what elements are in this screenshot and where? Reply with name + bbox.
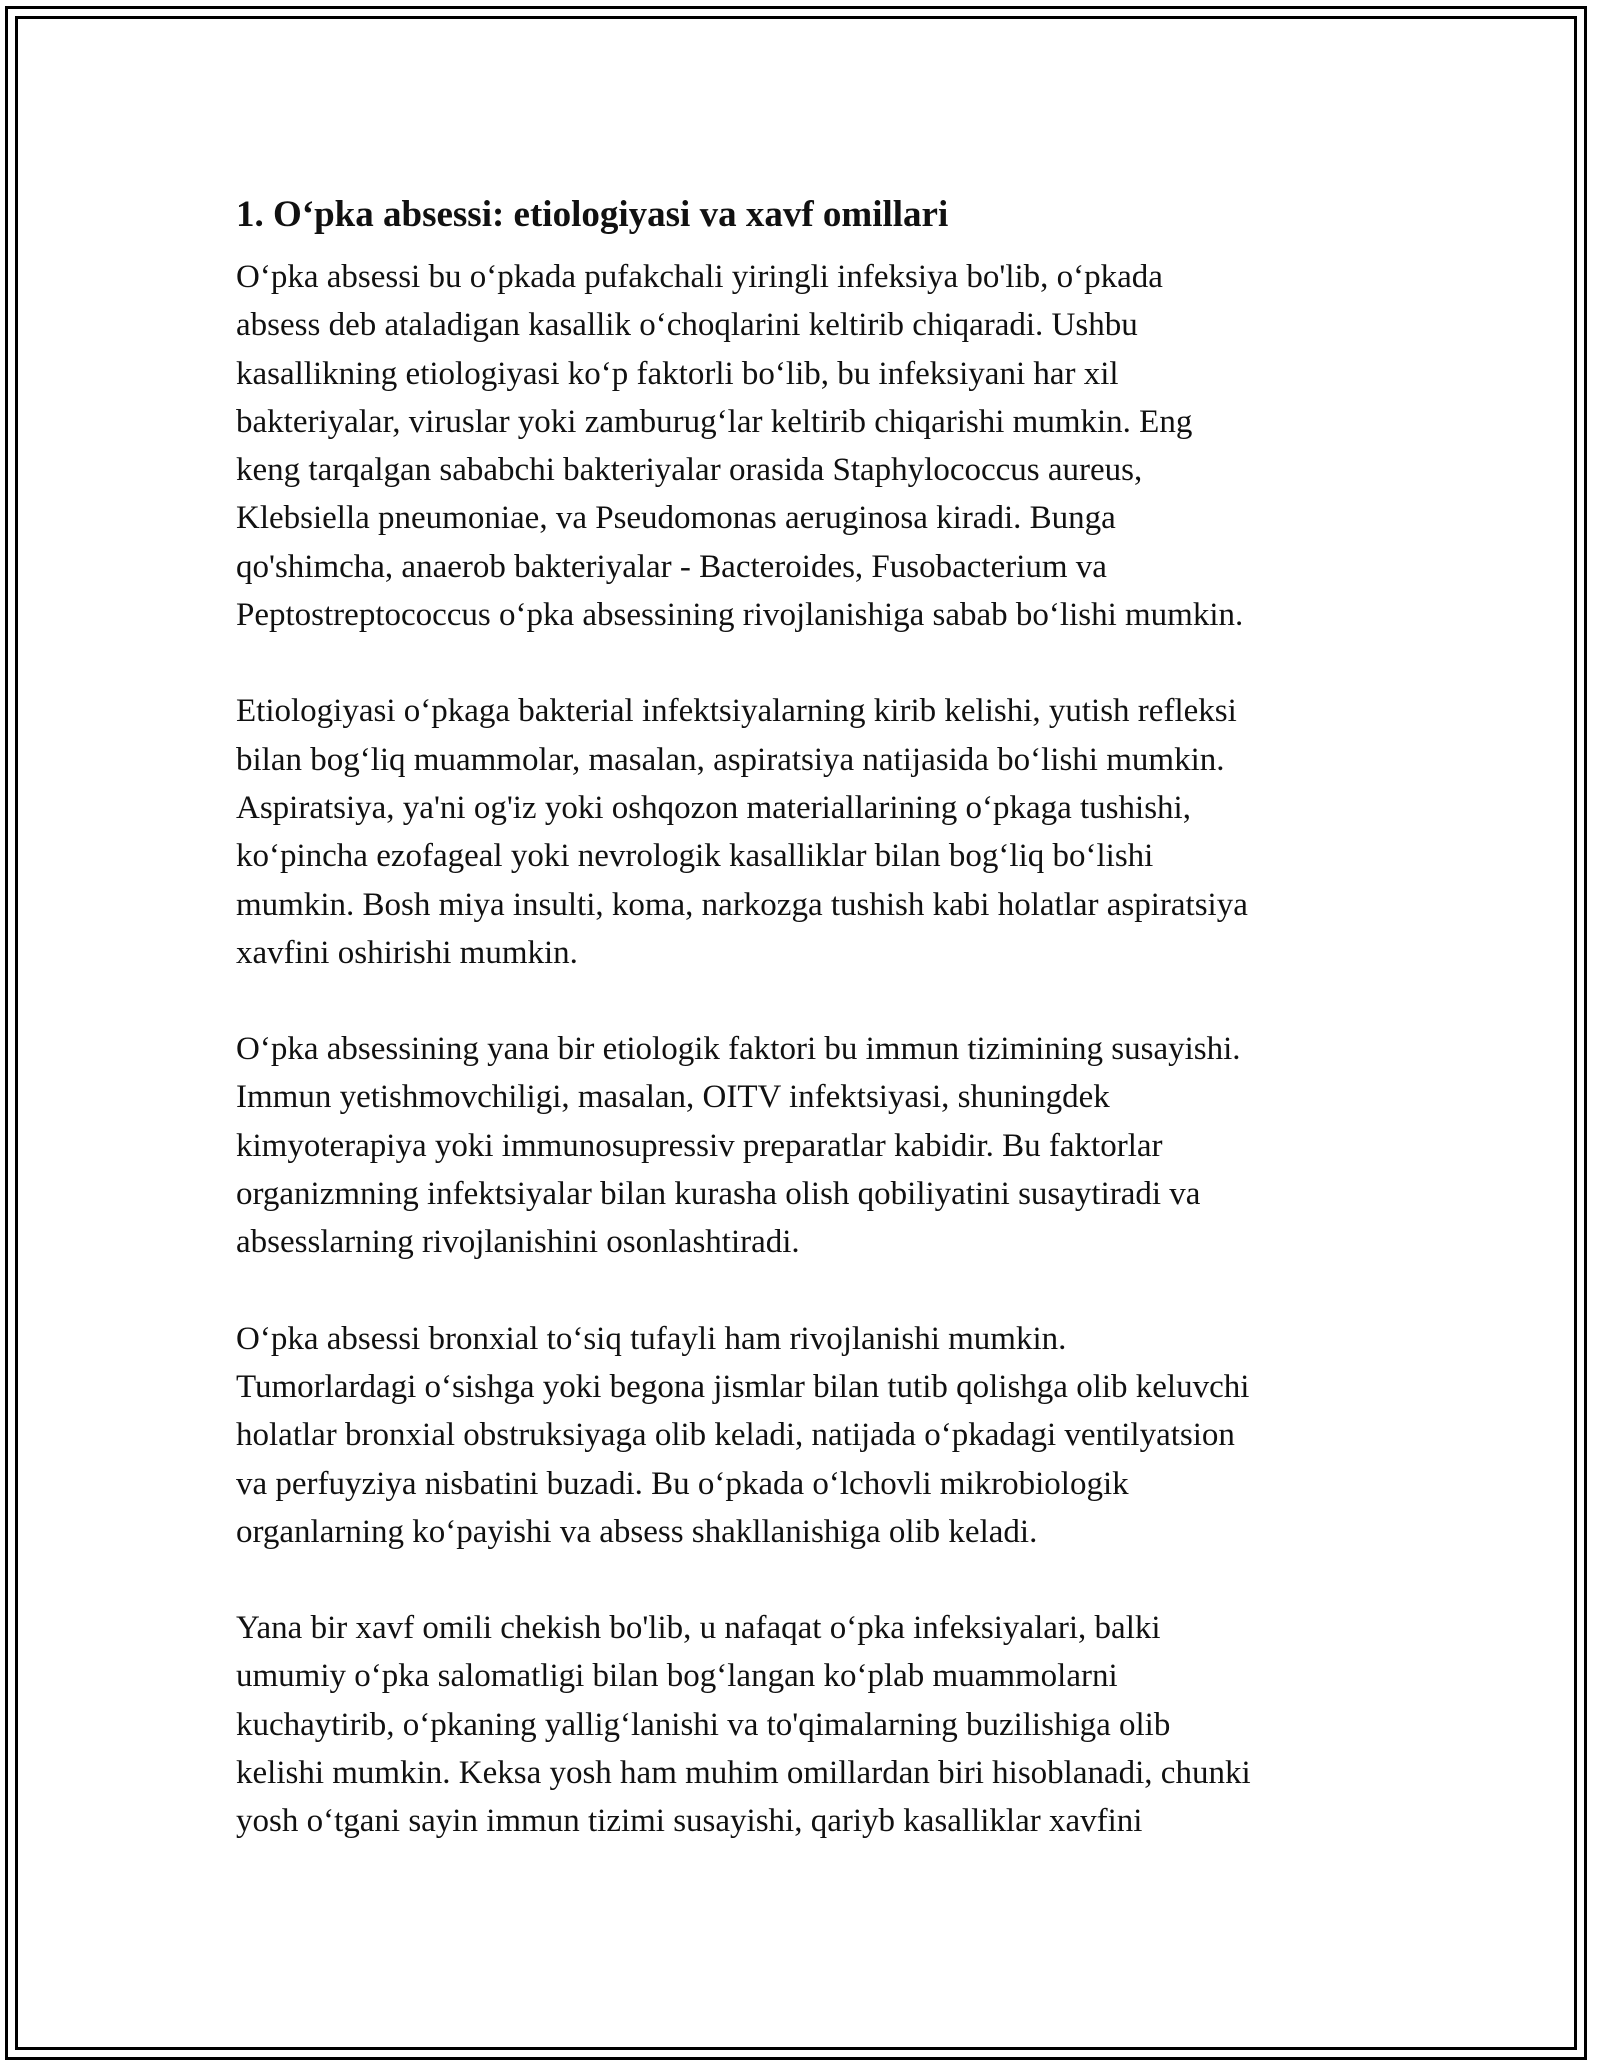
text-line: mumkin. Bosh miya insulti, koma, narkozga tushish kabi holatlar aspiratsiya bbox=[236, 886, 1248, 923]
text-line: Immun yetishmovchiligi, masalan, OITV infektsiyasi, shuningdek bbox=[236, 1079, 1110, 1116]
text-line: O‘pka absessining yana bir etiologik faktori bu immun tizimining susayishi. bbox=[236, 1031, 1241, 1068]
text-line: ko‘pincha ezofageal yoki nevrologik kasalliklar bilan bog‘liq bo‘lishi bbox=[236, 838, 1154, 875]
text-line: xavfini oshirishi mumkin. bbox=[236, 934, 578, 971]
text-line: Peptostreptococcus o‘pka absessining rivojlanishiga sabab bo‘lishi mumkin. bbox=[236, 597, 1244, 634]
text-line: O‘pka absessi bronxial to‘siq tufayli ham rivojlanishi mumkin. bbox=[236, 1320, 1067, 1357]
paragraph-2 bbox=[236, 687, 1376, 977]
text-line: Yana bir xavf omili chekish bo'lib, u nafaqat o‘pka infeksiyalari, balki bbox=[236, 1610, 1161, 1647]
text-line: umumiy o‘pka salomatligi bilan bog‘langan ko‘plab muammolarni bbox=[236, 1658, 1118, 1695]
text-line: Aspiratsiya, ya'ni og'iz yoki oshqozon materiallarining o‘pkaga tushishi, bbox=[236, 789, 1191, 826]
text-line: Etiologiyasi o‘pkaga bakterial infektsiyalarning kirib kelishi, yutish refleksi bbox=[236, 693, 1237, 730]
text-line: kelishi mumkin. Keksa yosh ham muhim omillardan biri hisoblanadi, chunki bbox=[236, 1755, 1251, 1792]
paragraph-4 bbox=[236, 1315, 1376, 1556]
text-line: absess deb ataladigan kasallik o‘choqlarini keltirib chiqaradi. Ushbu bbox=[236, 307, 1138, 344]
section-heading: 1. O‘pka absessi: etiologiyasi va xavf omillari bbox=[236, 194, 949, 235]
text-line: organlarning ko‘payishi va absess shakllanishiga olib keladi. bbox=[236, 1513, 1038, 1550]
text-line: yosh o‘tgani sayin immun tizimi susayishi, qariyb kasalliklar xavfini bbox=[236, 1803, 1143, 1840]
text-line: absesslarning rivojlanishini osonlashtiradi. bbox=[236, 1224, 800, 1261]
text-line: organizmning infektsiyalar bilan kurasha olish qobiliyatini susaytiradi va bbox=[236, 1176, 1201, 1213]
paragraph-1 bbox=[236, 253, 1376, 639]
document-body bbox=[236, 183, 1376, 1894]
text-line: kimyoterapiya yoki immunosupressiv preparatlar kabidir. Bu faktorlar bbox=[236, 1127, 1163, 1164]
text-line: holatlar bronxial obstruksiyaga olib keladi, natijada o‘pkadagi ventilyatsion bbox=[236, 1417, 1235, 1454]
text-line: bakteriyalar, viruslar yoki zamburug‘lar keltirib chiqarishi mumkin. Eng bbox=[236, 403, 1193, 440]
paragraph-3 bbox=[236, 1025, 1376, 1266]
text-line: O‘pka absessi bu o‘pkada pufakchali yiringli infeksiya bo'lib, o‘pkada bbox=[236, 259, 1163, 295]
paragraph-5 bbox=[236, 1604, 1376, 1845]
text-line: bilan bog‘liq muammolar, masalan, aspiratsiya natijasida bo‘lishi mumkin. bbox=[236, 741, 1225, 778]
text-line: Klebsiella pneumoniae, va Pseudomonas aeruginosa kiradi. Bunga bbox=[236, 500, 1116, 537]
text-line: keng tarqalgan sababchi bakteriyalar orasida Staphylococcus aureus, bbox=[236, 452, 1143, 489]
text-line: kuchaytirib, o‘pkaning yallig‘lanishi va to'qimalarning buzilishiga olib bbox=[236, 1706, 1171, 1743]
text-line: Tumorlardagi o‘sishga yoki begona jismlar bilan tutib qolishga olib keluvchi bbox=[236, 1368, 1250, 1405]
text-line: kasallikning etiologiyasi ko‘p faktorli bo‘lib, bu infeksiyani har xil bbox=[236, 355, 1119, 392]
text-line: qo'shimcha, anaerob bakteriyalar - Bacteroides, Fusobacterium va bbox=[236, 548, 1107, 585]
text-line: va perfuyziya nisbatini buzadi. Bu o‘pkada o‘lchovli mikrobiologik bbox=[236, 1465, 1129, 1502]
